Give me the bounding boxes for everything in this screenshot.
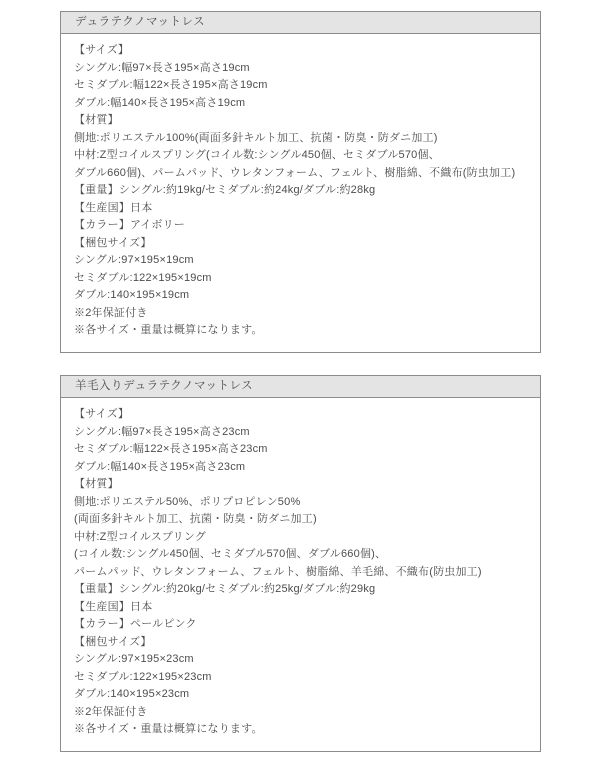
- spec-body-wool-duratechno: [61, 398, 540, 751]
- spec-line: ※2年保証付き: [74, 705, 148, 718]
- spec-line: 【サイズ】: [74, 408, 130, 420]
- spec-line: パームパッド、ウレタンフォーム、フェルト、樹脂綿、羊毛綿、不織布(防虫加工): [74, 565, 482, 578]
- spec-line: 側地:ポリエステル100%(両面多針キルト加工、抗菌・防臭・防ダニ加工): [74, 131, 438, 144]
- spec-line: 【材質】: [74, 114, 119, 126]
- spec-line: (両面多針キルト加工、抗菌・防臭・防ダニ加工): [74, 513, 317, 525]
- spec-line: シングル:幅97×長さ195×高さ23cm: [74, 425, 250, 438]
- spec-line: (コイル数:シングル450個、セミダブル570個、ダブル660個)、: [74, 548, 387, 560]
- spec-line: シングル:97×195×19cm: [74, 254, 194, 266]
- spec-line: ※2年保証付き: [74, 306, 148, 319]
- spec-line: シングル:97×195×23cm: [74, 653, 194, 665]
- spec-section-wool-duratechno: [60, 375, 541, 752]
- spec-line: 【梱包サイズ】: [74, 635, 152, 648]
- spec-line: 【サイズ】: [74, 44, 130, 56]
- spec-line: シングル:幅97×長さ195×高さ19cm: [74, 61, 250, 74]
- spec-line: 側地:ポリエステル50%、ポリプロピレン50%: [74, 495, 301, 508]
- spec-line: 中材:Z型コイルスプリング: [74, 530, 207, 543]
- spec-line: ダブル660個)、パームパッド、ウレタンフォーム、フェルト、樹脂綿、不織布(防虫加工): [74, 166, 516, 179]
- spec-line: セミダブル:幅122×長さ195×高さ23cm: [74, 443, 268, 455]
- spec-section-duratechno: [60, 11, 541, 353]
- spec-line: ダブル:140×195×23cm: [74, 688, 190, 700]
- spec-line: 【重量】シングル:約20kg/セミダブル:約25kg/ダブル:約29kg: [74, 583, 376, 595]
- section-title-duratechno: デュラテクノマットレス: [61, 12, 540, 34]
- spec-line: 【生産国】日本: [74, 600, 153, 613]
- spec-body-duratechno: [61, 34, 540, 352]
- spec-line: ダブル:幅140×長さ195×高さ23cm: [74, 460, 246, 473]
- spec-line: ※各サイズ・重量は概算になります。: [74, 324, 263, 336]
- section-title-wool-duratechno: 羊毛入りデュラテクノマットレス: [61, 376, 540, 398]
- spec-line: ダブル:幅140×長さ195×高さ19cm: [74, 96, 246, 109]
- spec-line: セミダブル:幅122×長さ195×高さ19cm: [74, 79, 268, 91]
- spec-line: 【生産国】日本: [74, 201, 153, 214]
- spec-line: 【梱包サイズ】: [74, 236, 152, 249]
- spec-line: セミダブル:122×195×23cm: [74, 670, 212, 683]
- spec-line: セミダブル:122×195×19cm: [74, 271, 212, 284]
- spec-line: 【カラー】ペールピンク: [74, 618, 197, 630]
- spec-line: 中材:Z型コイルスプリング(コイル数:シングル450個、セミダブル570個、: [74, 149, 440, 161]
- spec-line: ※各サイズ・重量は概算になります。: [74, 723, 263, 735]
- spec-line: 【カラー】アイボリー: [74, 219, 186, 231]
- spec-line: 【材質】: [74, 478, 119, 490]
- spec-line: ダブル:140×195×19cm: [74, 289, 190, 301]
- spec-line: 【重量】シングル:約19kg/セミダブル:約24kg/ダブル:約28kg: [74, 184, 376, 196]
